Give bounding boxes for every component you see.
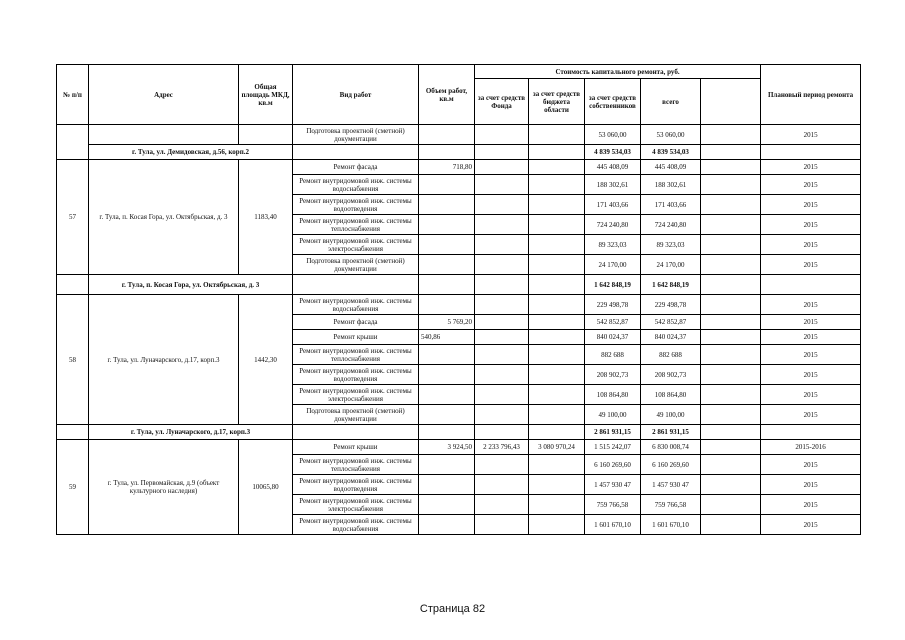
- work-cell: Ремонт внутридомовой инж. системы водоотведения: [293, 365, 419, 385]
- period-cell: 2015: [761, 175, 861, 195]
- total-cell: 53 060,00: [641, 125, 701, 145]
- total-cell: 108 864,80: [641, 385, 701, 405]
- budget-cell: 3 080 970,24: [529, 440, 585, 455]
- total-cell: 24 170,00: [641, 255, 701, 275]
- work-cell: Ремонт крыши: [293, 330, 419, 345]
- period-cell: 2015: [761, 215, 861, 235]
- address-cell: г. Тула, ул. Первомайская, д.9 (объект культурного наследия): [89, 440, 239, 535]
- total-cell: 1 457 930 47: [641, 475, 701, 495]
- own-cell: 6 160 269,60: [585, 455, 641, 475]
- work-cell: Подготовка проектной (сметной) документации: [293, 405, 419, 425]
- own-cell: 24 170,00: [585, 255, 641, 275]
- address-cell: г. Тула, ул. Луначарского, д.17, корп.3: [89, 295, 239, 425]
- total-cell: 1 601 670,10: [641, 515, 701, 535]
- own-cell: 542 852,87: [585, 315, 641, 330]
- total-cell: 89 323,03: [641, 235, 701, 255]
- table-row: [57, 295, 861, 315]
- work-cell: Ремонт внутридомовой инж. системы электроснабжения: [293, 495, 419, 515]
- own-cell: 108 864,80: [585, 385, 641, 405]
- row-number: 59: [57, 440, 89, 535]
- total-cell: 171 403,66: [641, 195, 701, 215]
- subtotal-row: [57, 425, 861, 440]
- subtotal-address: г. Тула, п. Косая Гора, ул. Октябрьская, д. 3: [89, 275, 293, 295]
- period-cell: 2015: [761, 455, 861, 475]
- work-cell: Ремонт внутридомовой инж. системы электроснабжения: [293, 235, 419, 255]
- period-cell: 2015: [761, 195, 861, 215]
- subtotal-address: г. Тула, ул. Демидовская, д.56, корп.2: [89, 145, 293, 160]
- total-cell: 2 861 931,15: [641, 425, 701, 440]
- total-cell: 208 902,73: [641, 365, 701, 385]
- total-cell: 6 160 269,60: [641, 455, 701, 475]
- own-cell: 1 601 670,10: [585, 515, 641, 535]
- period-cell: 2015: [761, 365, 861, 385]
- total-cell: 49 100,00: [641, 405, 701, 425]
- total-cell: 840 024,37: [641, 330, 701, 345]
- volume-cell: 718,80: [419, 160, 475, 175]
- col-fund-header: за счет средств Фонда: [475, 79, 529, 125]
- own-cell: 1 515 242,07: [585, 440, 641, 455]
- row-number: 58: [57, 295, 89, 425]
- fund-cell: 2 233 796,43: [475, 440, 529, 455]
- period-cell: 2015-2016: [761, 440, 861, 455]
- volume-cell: 3 924,50: [419, 440, 475, 455]
- own-cell: 840 024,37: [585, 330, 641, 345]
- own-cell: 49 100,00: [585, 405, 641, 425]
- area-cell: 1183,40: [239, 160, 293, 275]
- work-cell: Ремонт внутридомовой инж. системы теплоснабжения: [293, 345, 419, 365]
- work-cell: Ремонт внутридомовой инж. системы водоотведения: [293, 195, 419, 215]
- period-cell: 2015: [761, 235, 861, 255]
- col-num-header: № п/п: [57, 65, 89, 125]
- table-header: [57, 65, 861, 125]
- own-cell: 53 060,00: [585, 125, 641, 145]
- total-cell: 1 642 848,19: [641, 275, 701, 295]
- total-cell: 724 240,80: [641, 215, 701, 235]
- subtotal-row: [57, 275, 861, 295]
- period-cell: 2015: [761, 125, 861, 145]
- total-cell: 759 766,58: [641, 495, 701, 515]
- total-cell: 4 839 534,03: [641, 145, 701, 160]
- col-area-header: Общая площадь МКД, кв.м: [239, 65, 293, 125]
- own-cell: 229 498,78: [585, 295, 641, 315]
- period-cell: 2015: [761, 405, 861, 425]
- period-cell: 2015: [761, 475, 861, 495]
- work-cell: Ремонт фасада: [293, 160, 419, 175]
- work-cell: Подготовка проектной (сметной) документации: [293, 255, 419, 275]
- work-cell: Ремонт внутридомовой инж. системы теплоснабжения: [293, 215, 419, 235]
- col-period-header: Плановый период ремонта: [761, 65, 861, 125]
- own-cell: 171 403,66: [585, 195, 641, 215]
- period-cell: 2015: [761, 330, 861, 345]
- subtotal-address: г. Тула, ул. Луначарского, д.17, корп.3: [89, 425, 293, 440]
- total-cell: 188 302,61: [641, 175, 701, 195]
- col-budget-header: за счет средств бюджета области: [529, 79, 585, 125]
- own-cell: 89 323,03: [585, 235, 641, 255]
- own-cell: 445 408,09: [585, 160, 641, 175]
- own-cell: 188 302,61: [585, 175, 641, 195]
- work-cell: Ремонт внутридомовой инж. системы водоснабжения: [293, 515, 419, 535]
- volume-cell: 5 769,20: [419, 315, 475, 330]
- area-cell: 10065,80: [239, 440, 293, 535]
- period-cell: 2015: [761, 385, 861, 405]
- col-own-header: за счет средств собственников: [585, 79, 641, 125]
- work-cell: Ремонт внутридомовой инж. системы водоотведения: [293, 475, 419, 495]
- period-cell: 2015: [761, 255, 861, 275]
- table-row: [57, 125, 861, 145]
- own-cell: 1 457 930 47: [585, 475, 641, 495]
- col-cost-header: Стоимость капитального ремонта, руб.: [475, 65, 761, 79]
- table-row: [57, 440, 861, 455]
- row-number: 57: [57, 160, 89, 275]
- area-cell: 1442,30: [239, 295, 293, 425]
- own-cell: 759 766,58: [585, 495, 641, 515]
- period-cell: 2015: [761, 515, 861, 535]
- col-total-header: всего: [641, 79, 701, 125]
- work-cell: Ремонт внутридомовой инж. системы теплоснабжения: [293, 455, 419, 475]
- total-cell: 542 852,87: [641, 315, 701, 330]
- own-cell: 208 902,73: [585, 365, 641, 385]
- own-cell: 2 861 931,15: [585, 425, 641, 440]
- capital-repair-table: [56, 64, 861, 535]
- work-cell: Ремонт внутридомовой инж. системы водоснабжения: [293, 295, 419, 315]
- work-cell: Ремонт внутридомовой инж. системы водоснабжения: [293, 175, 419, 195]
- table-row: [57, 160, 861, 175]
- work-cell: Ремонт внутридомовой инж. системы электроснабжения: [293, 385, 419, 405]
- period-cell: 2015: [761, 495, 861, 515]
- work-cell: Ремонт крыши: [293, 440, 419, 455]
- own-cell: 4 839 534,03: [585, 145, 641, 160]
- subtotal-row: [57, 145, 861, 160]
- col-work-header: Вид работ: [293, 65, 419, 125]
- table-body: [57, 125, 861, 535]
- col-extra-header: [701, 79, 761, 125]
- total-cell: 6 830 008,74: [641, 440, 701, 455]
- volume-cell: 540,86: [419, 330, 475, 345]
- total-cell: 882 688: [641, 345, 701, 365]
- period-cell: 2015: [761, 160, 861, 175]
- total-cell: 229 498,78: [641, 295, 701, 315]
- page-number: Страница 82: [419, 603, 486, 615]
- total-cell: 445 408,09: [641, 160, 701, 175]
- address-cell: г. Тула, п. Косая Гора, ул. Октябрьская, д. 3: [89, 160, 239, 275]
- work-cell: Подготовка проектной (сметной) документации: [293, 125, 419, 145]
- period-cell: 2015: [761, 315, 861, 330]
- period-cell: 2015: [761, 295, 861, 315]
- col-volume-header: Объем работ, кв.м: [419, 65, 475, 125]
- col-address-header: Адрес: [89, 65, 239, 125]
- own-cell: 1 642 848,19: [585, 275, 641, 295]
- own-cell: 882 688: [585, 345, 641, 365]
- period-cell: 2015: [761, 345, 861, 365]
- own-cell: 724 240,80: [585, 215, 641, 235]
- work-cell: Ремонт фасада: [293, 315, 419, 330]
